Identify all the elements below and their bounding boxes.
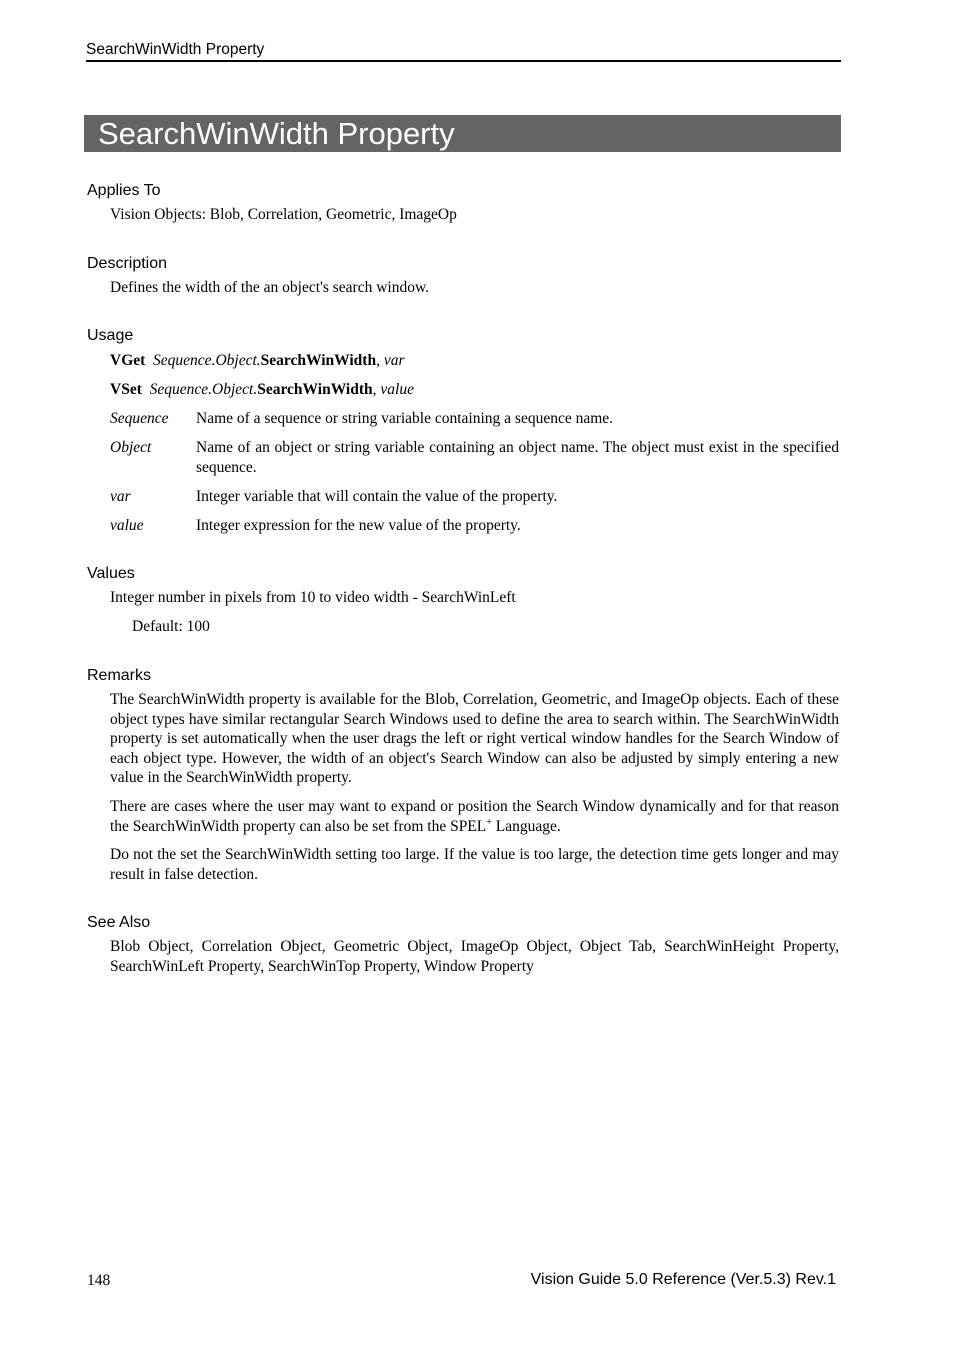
description-text: Defines the width of the an object's search window.: [110, 279, 430, 296]
vget-command: VGet: [110, 352, 146, 369]
description-heading: Description: [87, 255, 168, 272]
param-desc-sequence: Name of a sequence or string variable containing a sequence name.: [196, 410, 614, 427]
remarks-paragraph-3: Do not the set the SearchWinWidth setting too large. If the value is too large, the detection time gets longer and may result in false detection.: [110, 846, 839, 883]
vget-sequence-object: Sequence.Object.: [153, 352, 261, 369]
see-also-text: Blob Object, Correlation Object, Geometric Object, ImageOp Object, Object Tab, SearchWinHeight Property, SearchWinLeft Property, SearchWinTop Property, Window Property: [110, 938, 839, 975]
spel-plus-superscript: +: [486, 816, 492, 828]
param-name-value: value: [110, 517, 144, 534]
remarks-paragraph-1: The SearchWinWidth property is available for the Blob, Correlation, Geometric, and ImageOp objects. Each of these object types have similar rectangular Search Windows used to define the area to search within. The SearchWinWidth property is set automatically when the user drags the left or right vertical window handles for the Search Window of each object type. However, the width of an object's Search Window can also be adjusted by simply entering a new value in the SearchWinWidth property.: [110, 691, 839, 787]
page-number: 148: [87, 1272, 111, 1289]
vset-property: SearchWinWidth: [257, 381, 373, 398]
vset-argument: value: [380, 381, 414, 398]
vget-argument: var: [383, 352, 405, 369]
footer-doc-title: Vision Guide 5.0 Reference (Ver.5.3) Rev.1: [530, 1271, 836, 1288]
vget-separator: ,: [376, 352, 384, 369]
remarks-p2-text: There are cases where the user may want to expand or position the Search Window dynamically and for that reason the SearchWinWidth property can also be set from the SPEL: [110, 798, 839, 835]
remarks-p2-tail: Language.: [491, 817, 561, 835]
param-name-object: Object: [110, 439, 152, 456]
param-name-var: var: [110, 488, 131, 505]
param-desc-value: Integer expression for the new value of the property.: [196, 517, 521, 534]
vset-separator: ,: [372, 381, 381, 398]
remarks-heading: Remarks: [87, 667, 152, 684]
vset-command: VSet: [110, 381, 142, 398]
values-heading: Values: [87, 565, 135, 582]
vset-sequence-object: Sequence.Object.: [149, 381, 258, 398]
values-default: Default: 100: [132, 618, 210, 635]
param-name-sequence: Sequence: [110, 410, 169, 427]
param-desc-var: Integer variable that will contain the value of the property.: [196, 488, 558, 505]
usage-vget-syntax: [110, 351, 405, 370]
remarks-paragraph-2: [110, 797, 839, 836]
values-text: Integer number in pixels from 10 to video width - SearchWinLeft: [110, 589, 516, 606]
applies-to-heading: Applies To: [87, 182, 161, 199]
applies-to-text: Vision Objects: Blob, Correlation, Geometric, ImageOp: [110, 206, 457, 223]
running-header: SearchWinWidth Property: [86, 41, 841, 62]
usage-heading: Usage: [87, 327, 134, 344]
usage-vset-syntax: [110, 380, 414, 399]
page-title: SearchWinWidth Property: [84, 115, 841, 152]
vget-property: SearchWinWidth: [260, 352, 377, 369]
see-also-heading: See Also: [87, 914, 151, 931]
param-desc-object: Name of an object or string variable containing an object name. The object must exist in the specified sequence.: [196, 439, 839, 476]
